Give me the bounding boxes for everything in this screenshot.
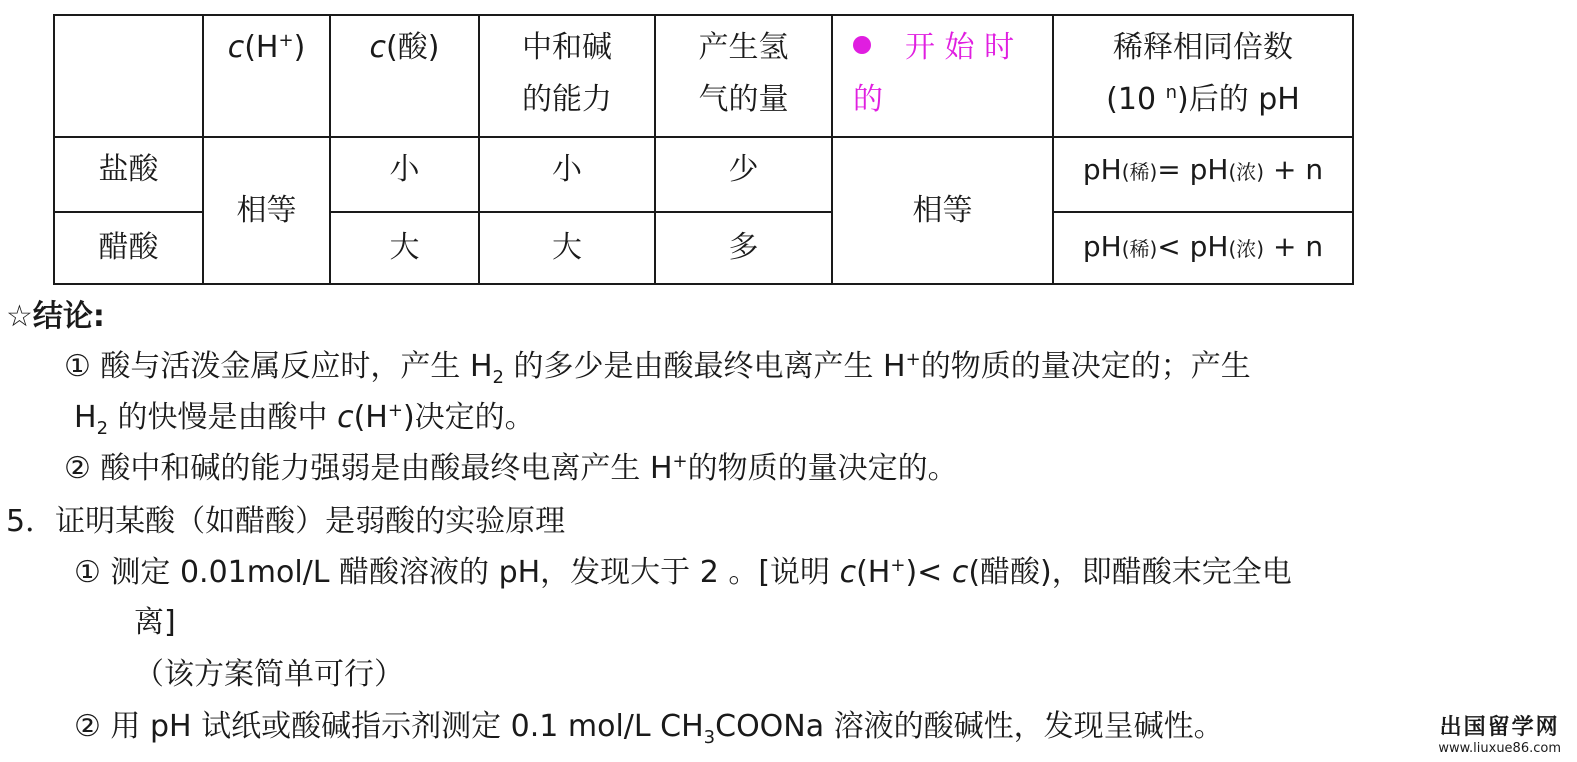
cell-c-acid: 大 [330, 212, 479, 284]
header-dilute: 稀释相同倍数 (10 $^n$)后的 pH [1053, 15, 1353, 137]
header-empty-cell [54, 15, 203, 137]
bullet-dot-icon [853, 36, 871, 54]
conclusion-title: ☆结论: [6, 299, 105, 334]
header-c-acid: c(酸) [330, 15, 479, 137]
section-5-point-1-cont: 离] [134, 605, 176, 640]
watermark-name: 出国留学网 [1439, 715, 1560, 740]
table-row [54, 137, 1353, 212]
row-name: 盐酸 [54, 137, 203, 212]
cell-ph: pH(稀)= pH(浓) + n [1053, 137, 1353, 212]
cell-equal-ch: 相等 [203, 137, 330, 284]
cell-equal-start: 相等 [832, 137, 1053, 284]
cell-hydrogen: 多 [655, 212, 832, 284]
watermark-url: www.liuxue86.com [1438, 741, 1561, 756]
cell-ph: pH(稀)< pH(浓) + n [1053, 212, 1353, 284]
section-5-point-1: ① 测定 0.01mol/L 醋酸溶液的 pH，发现大于 2 。[说明 c(H+)< c(醋酸)，即醋酸末完全电 [74, 555, 1292, 590]
cell-c-acid: 小 [330, 137, 479, 212]
conclusion-point-1-cont: $H_2$ 的快慢是由酸中 c(H+)决定的。 [74, 400, 535, 439]
section-5-note: （该方案简单可行） [134, 657, 404, 692]
comparison-table [53, 14, 1354, 285]
table-header-row [54, 15, 1353, 137]
section-5-point-2: ② 用 pH 试纸或酸碱指示剂测定 0.1 mol/L $CH_3COONa$ 溶液的酸碱性，发现呈碱性。 [74, 709, 1224, 748]
cell-hydrogen: 少 [655, 137, 832, 212]
conclusion-point-2: ② 酸中和碱的能力强弱是由酸最终电离产生 H+的物质的量决定的。 [64, 451, 958, 486]
header-hydrogen: 产生氢 气的量 [655, 15, 832, 137]
header-c-h: c(H+) [203, 15, 330, 137]
header-start: 开 始 时 的 [832, 15, 1053, 137]
watermark-logo [1438, 710, 1561, 756]
cell-neutralize: 大 [479, 212, 655, 284]
section-5-title: 5．证明某酸（如醋酸）是弱酸的实验原理 [6, 504, 566, 539]
conclusion-point-1: ① 酸与活泼金属反应时，产生 $H_2$ 的多少是由酸最终电离产生 H+的物质的量决定的；产生 [64, 349, 1251, 388]
row-name: 醋酸 [54, 212, 203, 284]
header-neutralize: 中和碱 的能力 [479, 15, 655, 137]
cell-neutralize: 小 [479, 137, 655, 212]
